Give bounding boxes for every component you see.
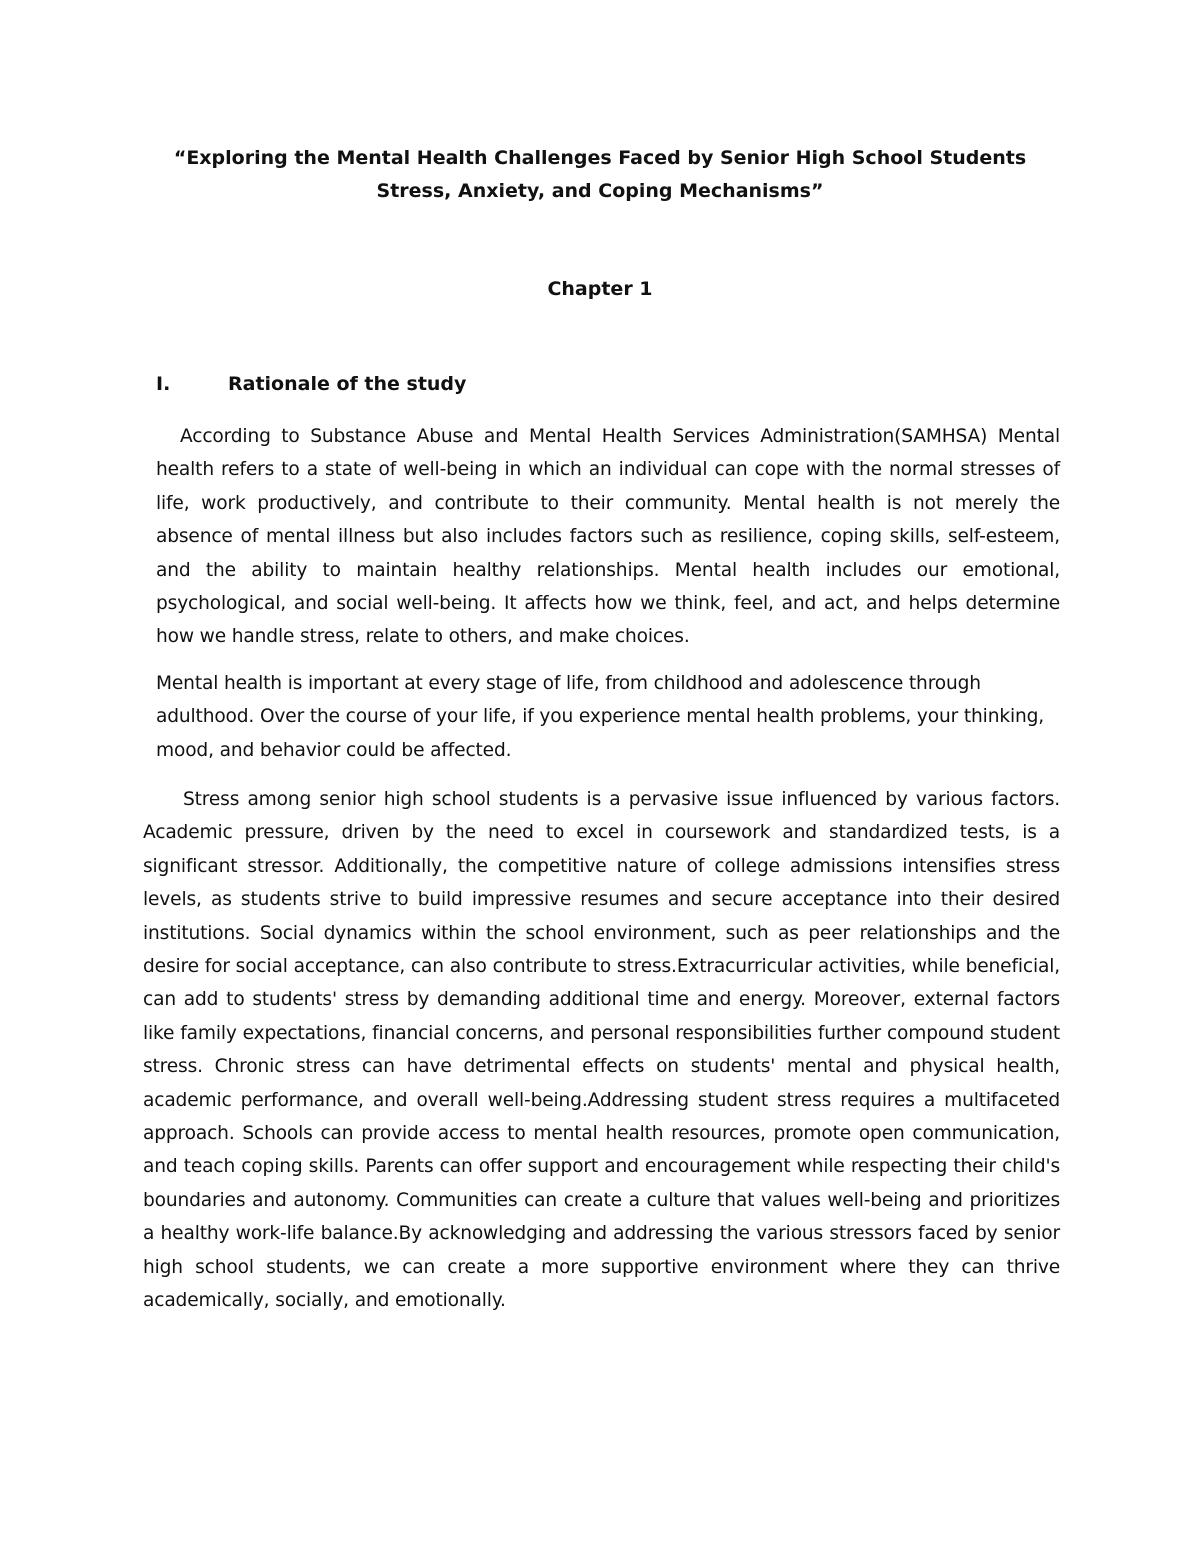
section-number: I. [156,373,171,395]
paragraph-student-stress: Stress among senior high school students is a pervasive issue influenced by various factors. Academic pressure, driven by the need to excel in coursework and standardized tests, is a significant stressor. Additionally, the competitive nature of college admissions intensifies stress levels, as students strive to build impressive resumes and secure acceptance into their desired institutions. Social dynamics within the school environment, such as peer relationships and the desire for social acceptance, can also contribute to stress.Extracurricular activities, while beneficial, can add to students' stress by demanding additional time and energy. Moreover, external factors like family expectations, financial concerns, and personal responsibilities further compound student stress. Chronic stress can have detrimental effects on students' mental and physical health, academic performance, and overall well-being.Addressing student stress requires a multifaceted approach. Schools can provide access to mental health resources, promote open communication, and teach coping skills. Parents can offer support and encouragement while respecting their child's boundaries and autonomy. Communities can create a culture that values well-being and prioritizes a healthy work-life balance.By acknowledging and addressing the various stressors faced by senior high school students, we can create a more supportive environment where they can thrive academically, socially, and emotionally. [143,789,1060,1312]
section-heading [156,368,466,401]
paragraph-life-stages: Mental health is important at every stage of life, from childhood and adolescence through adulthood. Over the course of your life, if you experience mental health problems, your thinking, mood, and behavior could be affected. [156,673,1045,761]
document-title [0,142,1200,208]
title-line-2: Stress, Anxiety, and Coping Mechanisms” [376,180,824,202]
title-line-1: “Exploring the Mental Health Challenges Faced by Senior High School Students [173,147,1027,169]
section-title: Rationale of the study [228,373,467,395]
chapter-heading: Chapter 1 [547,278,653,300]
paragraph-samhsa-definition: According to Substance Abuse and Mental Health Services Administration(SAMHSA) Mental health refers to a state of well-being in which an individual can cope with the normal stresses of life, work productively, and contribute to their community. Mental health is not merely the absence of mental illness but also includes factors such as resilience, coping skills, self-esteem, and the ability to maintain healthy relationships. Mental health includes our emotional, psychological, and social well-being. It affects how we think, feel, and act, and helps determine how we handle stress, relate to others, and make choices. [156,426,1060,648]
